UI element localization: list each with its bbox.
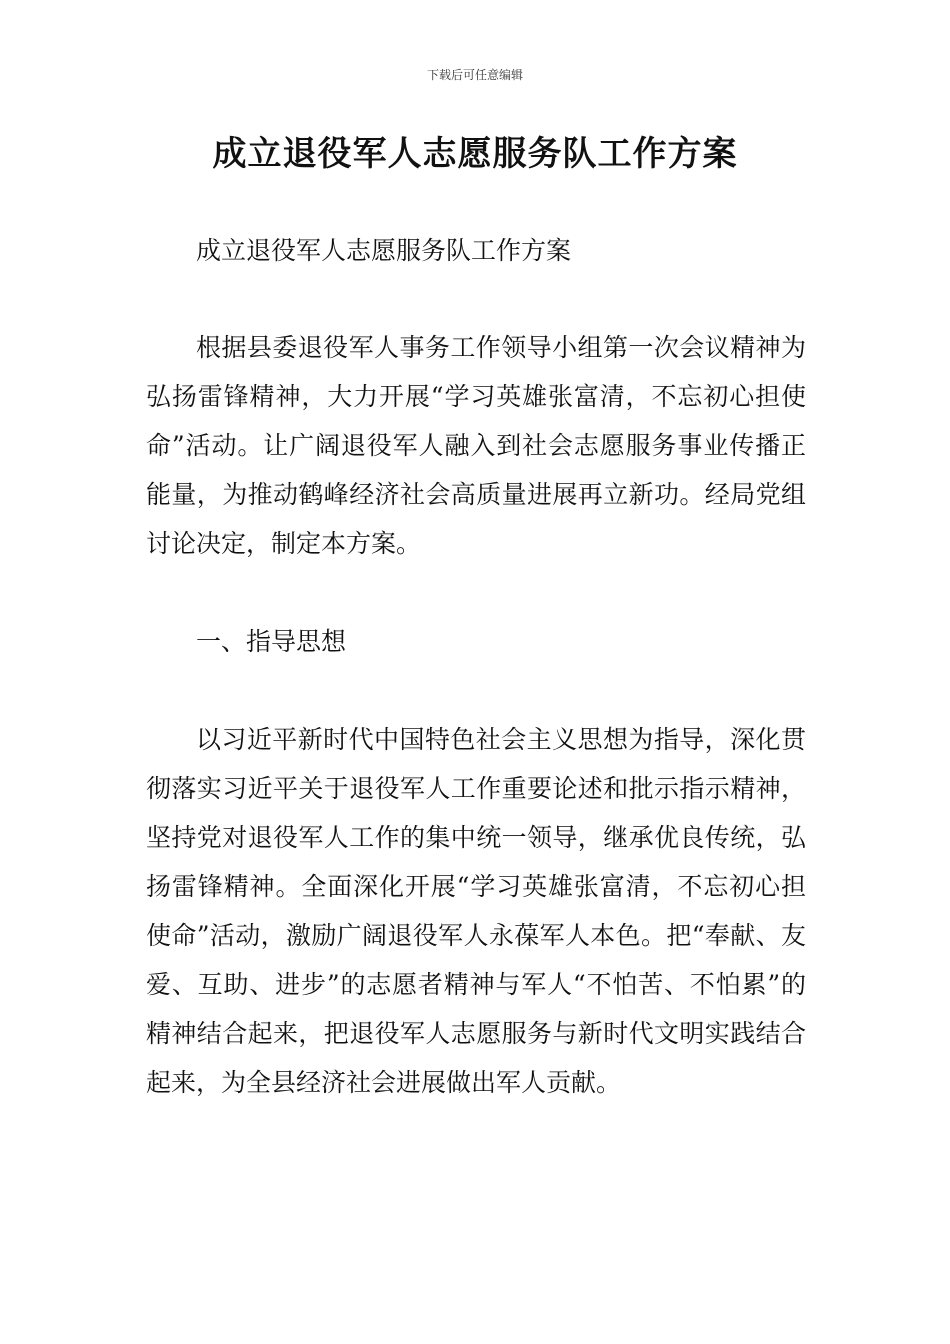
header-note: 下载后可任意编辑	[426, 68, 523, 82]
section-paragraph: 以习近平新时代中国特色社会主义思想为指导，深化贯彻落实习近平关于退役军人工作重要论述和批示指示精神，坚持党对退役军人工作的集中统一领导，继承优良传统，弘扬雷锋精神。全面深化开展“学习英雄张富清，不忘初心担使命”活动，激励广阔退役军人永葆军人本色。把“奉献、友爱、互助、进步”的志愿者精神与军人“不怕苦、不怕累”的精神结合起来，把退役军人志愿服务与新时代文明实践结合起来，为全县经济社会进展做出军人贡献。	[146, 725, 806, 1097]
section-heading: 一、指导思想	[196, 627, 347, 656]
intro-paragraph: 根据县委退役军人事务工作领导小组第一次会议精神为弘扬雷锋精神，大力开展“学习英雄张富清，不忘初心担使命”活动。让广阔退役军人融入到社会志愿服务事业传播正能量，为推动鹤峰经济社会高质量进展再立新功。经局党组讨论决定，制定本方案。	[146, 333, 806, 558]
document-title: 成立退役军人志愿服务队工作方案	[212, 134, 738, 174]
document-subtitle: 成立退役军人志愿服务队工作方案	[196, 236, 572, 265]
document-body	[146, 226, 806, 1107]
